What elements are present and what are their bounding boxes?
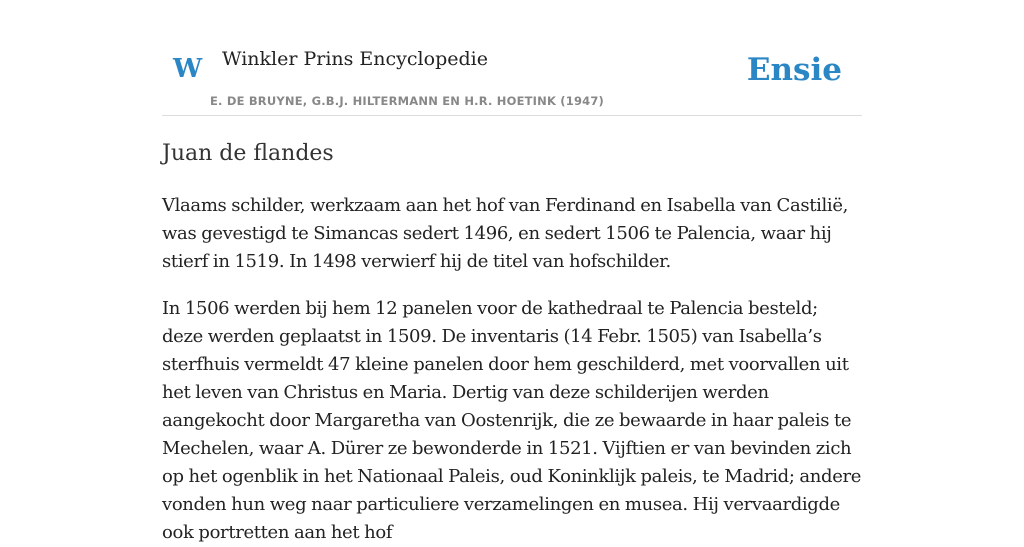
article-title: Juan de flandes <box>162 141 334 166</box>
article-paragraph-2: In 1506 werden bij hem 12 panelen voor de kathedraal te Palencia besteld; deze werden geplaatst in 1509. De inventaris (14 Febr. 1505) van Isabella’s sterfhuis vermeldt 47 kleine panelen door hem geschilderd, met voorvallen uit het leven van Christus en Maria. Dertig van deze schilderijen werden aangekocht door Margaretha van Oostenrijk, die ze bewaarde in haar paleis te Mechelen, waar A. Dürer ze bewonderde in 1521. Vijftien er van bevinden zich op het ogenblik in het Nationaal Paleis, oud Koninklijk paleis, te Madrid; andere vonden hun weg naar particuliere verzamelingen en musea. Hij vervaardigde ook portretten aan het hof <box>162 298 862 543</box>
winkler-prins-logo[interactable]: W <box>173 54 203 84</box>
article-body <box>162 138 862 547</box>
site-header <box>162 0 862 116</box>
ensie-brand-logo[interactable]: Ensie <box>746 52 842 88</box>
authors-byline: E. DE BRUYNE, G.B.J. HILTERMANN EN H.R. HOETINK (1947) <box>210 94 605 108</box>
encyclopedia-title-link[interactable]: Winkler Prins Encyclopedie <box>222 48 488 70</box>
article-paragraph-1: Vlaams schilder, werkzaam aan het hof van Ferdinand en Isabella van Castilië, was gevestigd te Simancas sedert 1496, en sedert 1506 te Palencia, waar hij stierf in 1519. In 1498 verwierf hij de titel van hofschilder. <box>162 195 849 272</box>
